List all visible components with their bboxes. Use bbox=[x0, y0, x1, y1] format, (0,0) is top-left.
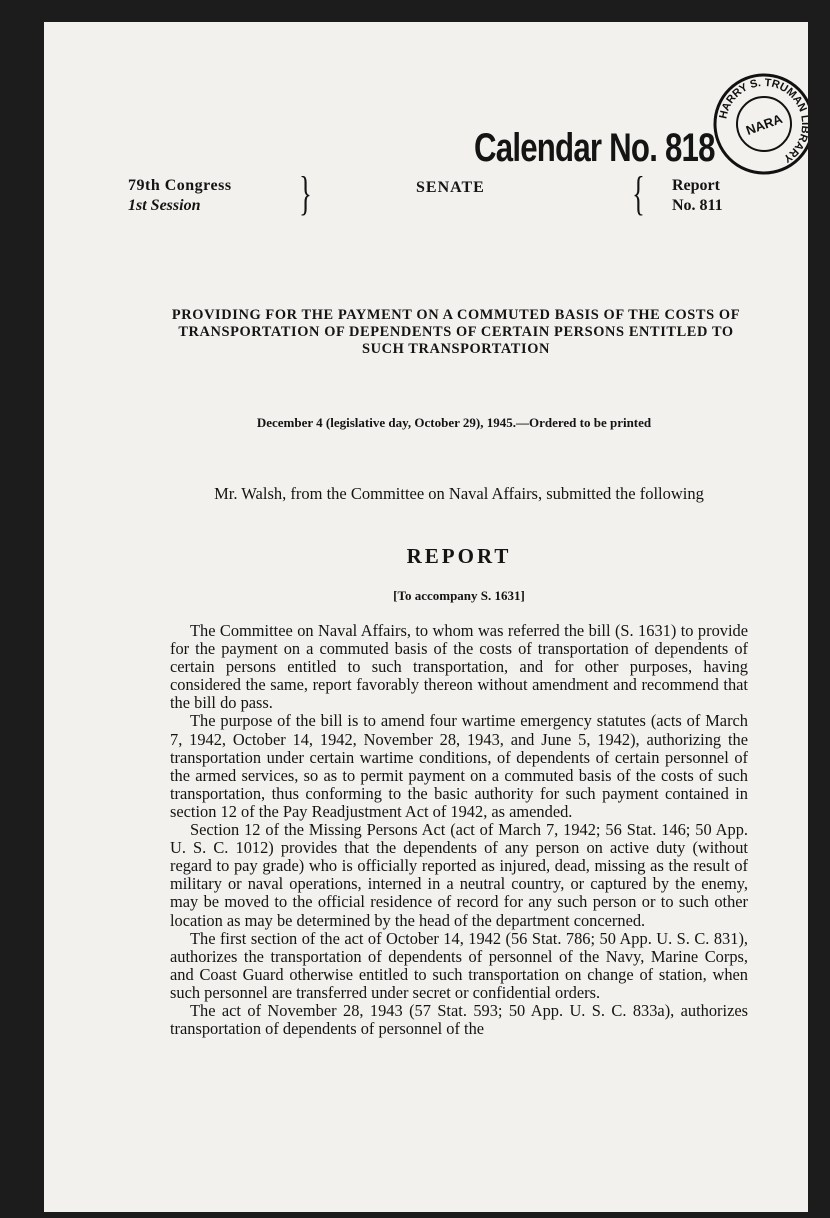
congress-session bbox=[128, 176, 232, 216]
report-no: No. 811 bbox=[672, 197, 723, 214]
chamber: SENATE bbox=[416, 179, 485, 196]
congress: 79th Congress bbox=[128, 177, 232, 194]
document-page bbox=[44, 22, 812, 1212]
right-brace: } bbox=[299, 167, 312, 220]
report-label: Report bbox=[672, 177, 720, 194]
paragraph: The purpose of the bill is to amend four wartime emergency statutes (acts of March 7, 1942, October 14, 1942, November 28, 1943, and June 5, 1942), authorizing the transportation under certain wartime conditions, of dependents of certain personnel of the armed services, so as to permit payment on a commuted basis of the costs of such transportation, thus conforming to the basic authority for such payment contained in section 12 of the Pay Readjustment Act of 1942, as amended. bbox=[170, 711, 748, 821]
date-line: December 4 (legislative day, October 29), 1945.—Ordered to be printed bbox=[256, 415, 652, 430]
report-body bbox=[170, 622, 748, 1038]
report-heading: REPORT bbox=[406, 544, 512, 568]
accompany-line: [To accompany S. 1631] bbox=[393, 588, 525, 603]
svg-text:HARRY S. TRUMAN LIBRARY: HARRY S. TRUMAN LIBRARY bbox=[717, 76, 812, 165]
paragraph: The first section of the act of October 14, 1942 (56 Stat. 786; 50 App. U. S. C. 831), authorizes the transportation of dependents of personnel of the Navy, Marine Corps, and Coast Guard otherwise entitled to such transportation on change of station, when such personnel are transferred under secret or confidential orders. bbox=[170, 928, 748, 1002]
paragraph: Section 12 of the Missing Persons Act (act of March 7, 1942; 56 Stat. 146; 50 App. U. S. C. 1012) provides that the dependents of any person on active duty (without regard to pay grade) who is officially reported as injured, dead, missing as the result of military or naval operations, interned in a neutral country, or captured by the enemy, may be moved to the official residence of record for any such person or to such other location as may be determined by the head of the department concerned. bbox=[170, 820, 748, 930]
report-title: PROVIDING FOR THE PAYMENT ON A COMMUTED BASIS OF THE COSTS OF TRANSPORTATION OF DEPENDENTS OF CERTAIN PERSONS ENTITLED TO SUCH TRANSPORTATION bbox=[171, 307, 741, 357]
report-number bbox=[672, 176, 723, 216]
submitted-line: Mr. Walsh, from the Committee on Naval Affairs, submitted the following bbox=[214, 484, 704, 503]
svg-text:NARA: NARA bbox=[743, 110, 785, 138]
calendar-number: Calendar No. 818 bbox=[474, 126, 715, 170]
truman-library-stamp bbox=[712, 72, 812, 176]
session: 1st Session bbox=[128, 197, 201, 214]
left-brace: { bbox=[632, 167, 645, 220]
paragraph: The act of November 28, 1943 (57 Stat. 593; 50 App. U. S. C. 833a), authorizes transportation of dependents of personnel of the bbox=[170, 1000, 748, 1039]
paragraph: The Committee on Naval Affairs, to whom was referred the bill (S. 1631) to provide for the payment on a commuted basis of the costs of transportation of dependents of certain persons entitled to such transportation, and for other purposes, having considered the same, report favorably thereon without amendment and recommend that the bill do pass. bbox=[170, 621, 748, 713]
